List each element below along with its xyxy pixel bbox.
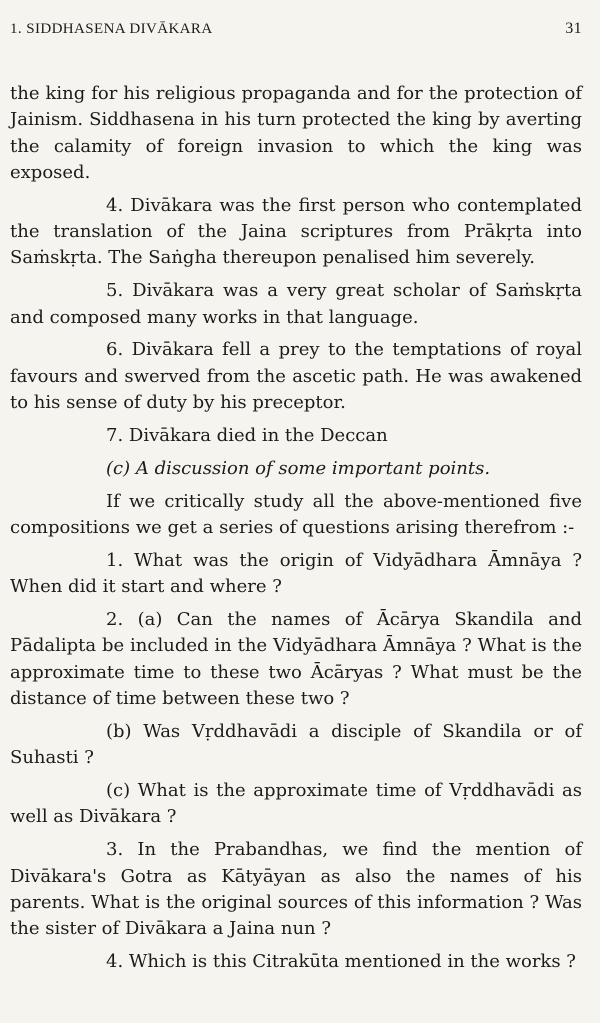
paragraph: 7. Divākara died in the Deccan [106, 424, 388, 446]
paragraph: 6. Divākara fell a prey to the temptations of royal favours and swerved from the ascetic path. He was awakened to his sense of duty by his preceptor. [10, 339, 582, 414]
question-item: (c) What is the approximate time of Vṛddhavādi as well as Divākara ? [10, 780, 582, 828]
question-item: 3. In the Prabandhas, we find the mention of Divākara's Gotra as Kātyāyan as also the names of his parents. What is the original sources of this information ? Was the sister of Divākara a Jaina nun ? [10, 839, 582, 940]
question-item: 2. (a) Can the names of Ācārya Skandila and Pādalipta be included in the Vidyādhara Āmnāya ? What is the approximate time to these two Ācāryas ? What must be the distance of time between these two ? [10, 609, 582, 709]
running-header [10, 20, 582, 48]
question-item: (b) Was Vṛddhavādi a disciple of Skandila or of Suhasti ? [10, 720, 582, 769]
body-text [10, 81, 582, 975]
paragraph: If we critically study all the above-mentioned five compositions we get a series of questions arising therefrom :- [10, 490, 582, 539]
paragraph: the king for his religious propaganda and for the protection of Jainism. Siddhasena in his turn protected the king by averting the calamity of foreign invasion to which the king was exposed. [10, 83, 582, 183]
paragraph: 5. Divākara was a very great scholar of Saṁskṛta and composed many works in that language. [10, 280, 582, 328]
running-title: 1. SIDDHASENA DIVĀKARA [10, 21, 213, 37]
question-item: 4. Which is this Citrakūta mentioned in the works ? [106, 951, 576, 973]
section-heading: (c) A discussion of some important points. [106, 457, 491, 479]
question-item: 1. What was the origin of Vidyādhara Āmnāya ? When did it start and where ? [10, 549, 582, 598]
paragraph: 4. Divākara was the first person who contemplated the translation of the Jaina scriptures from Prākṛta into Saṁskṛta. The Saṅgha thereupon penalised him severely. [10, 194, 582, 269]
page-number: 31 [565, 20, 582, 37]
